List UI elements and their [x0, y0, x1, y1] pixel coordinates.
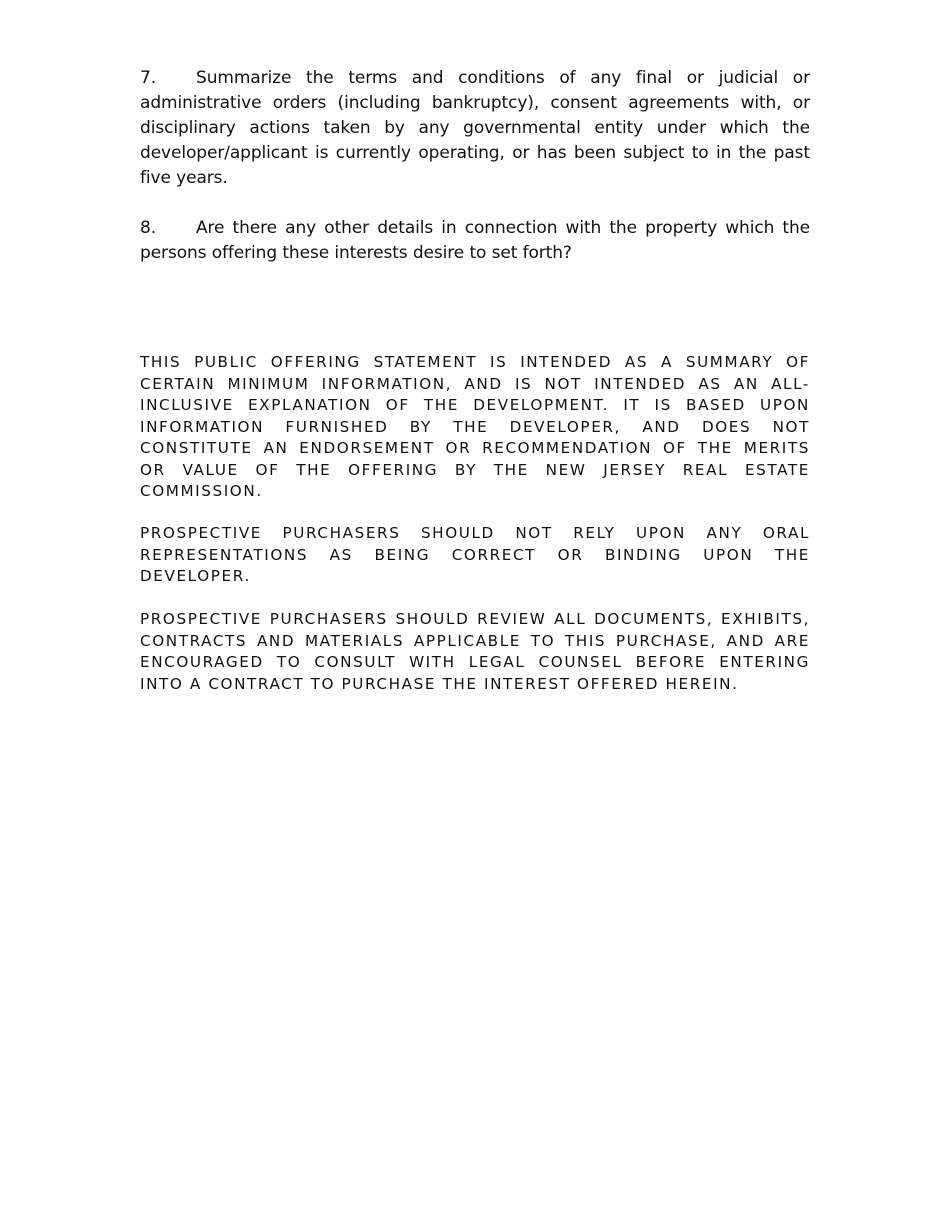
question-8: [140, 216, 810, 266]
question-7-text: Summarize the terms and conditions of any final or judicial or administrative orders (including bankruptcy), consent agreements with, or disciplinary actions taken by any governmental entity under which the developer/applicant is currently operating, or has been subject to in the past five years.: [140, 68, 810, 188]
question-8-number: 8.: [140, 218, 157, 238]
question-7-number: 7.: [140, 68, 157, 88]
question-8-text: Are there any other details in connection with the property which the persons offering these interests desire to set forth?: [140, 218, 810, 263]
oral-representations-notice: PROSPECTIVE PURCHASERS SHOULD NOT RELY UPON ANY ORAL REPRESENTATIONS AS BEING CORRECT OR BINDING UPON THE DEVELOPER.: [140, 524, 810, 585]
disclaimer-summary-notice: THIS PUBLIC OFFERING STATEMENT IS INTENDED AS A SUMMARY OF CERTAIN MINIMUM INFORMATION, AND IS NOT INTENDED AS AN ALL-INCLUSIVE EXPLANATION OF THE DEVELOPMENT. IT IS BASED UPON INFORMATION FURNISHED BY THE DEVELOPER, AND DOES NOT CONSTITUTE AN ENDORSEMENT OR RECOMMENDATION OF THE MERITS OR VALUE OF THE OFFERING BY THE NEW JERSEY REAL ESTATE COMMISSION.: [140, 353, 810, 500]
question-7: [140, 66, 810, 191]
review-documents-notice: PROSPECTIVE PURCHASERS SHOULD REVIEW ALL DOCUMENTS, EXHIBITS, CONTRACTS AND MATERIALS APPLICABLE TO THIS PURCHASE, AND ARE ENCOURAGED TO CONSULT WITH LEGAL COUNSEL BEFORE ENTERING INTO A CONTRACT TO PURCHASE THE INTEREST OFFERED HEREIN.: [140, 610, 810, 693]
